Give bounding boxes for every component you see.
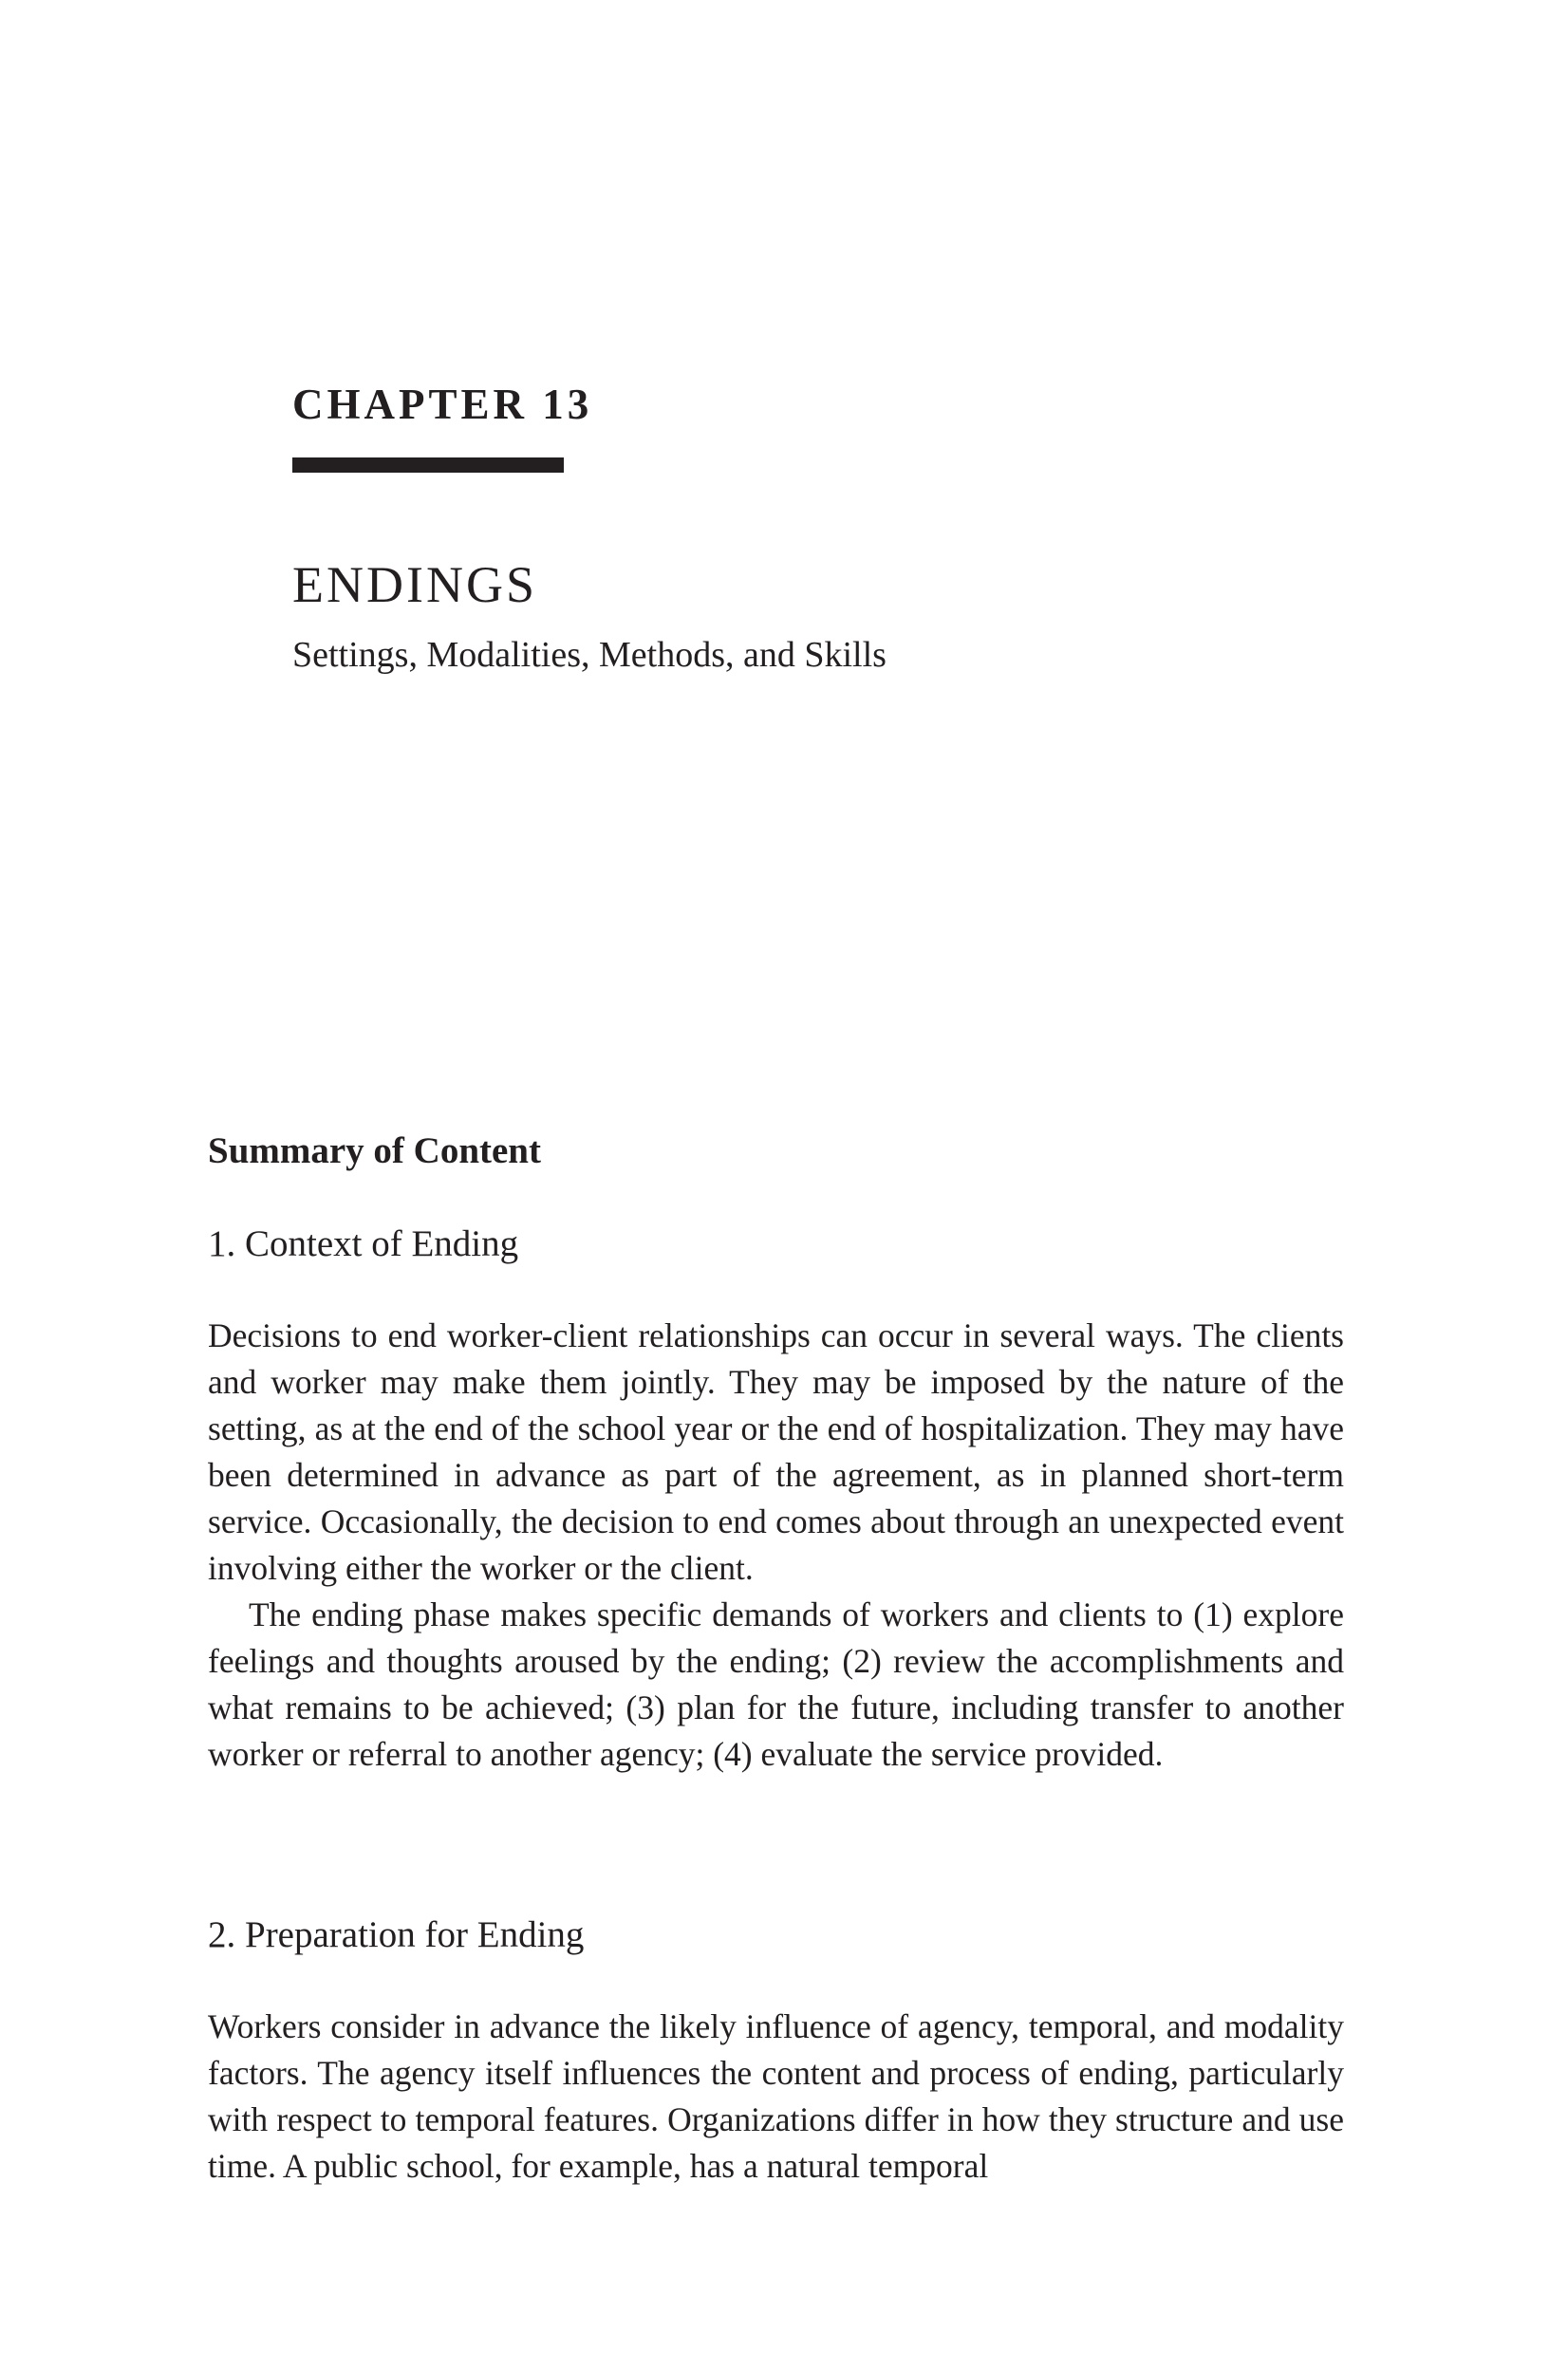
chapter-label: CHAPTER 13: [292, 381, 593, 428]
summary-heading: Summary of Content: [208, 1130, 541, 1171]
paragraph: Decisions to end worker-client relationships can occur in several ways. The clients and worker may make them jointly. They may be imposed by the nature of the setting, as at the end of the school year or the end of hospitalization. They may have been determined in advance as part of the agreement, as in planned short-term service. Occasionally, the decision to end comes about through an unexpected event involving either the worker or the client.: [208, 1316, 1344, 1587]
paragraph: Workers consider in advance the likely influence of agency, temporal, and modality factors. The agency itself influences the content and process of ending, particularly with respect to temporal features. Organizations differ in how they structure and use time. A public school, for example, has a natural temporal: [208, 2007, 1344, 2185]
chapter-rule: [292, 457, 564, 473]
section-body: [208, 2004, 1344, 2190]
section-heading: 2. Preparation for Ending: [208, 1914, 585, 1955]
section-heading: 1. Context of Ending: [208, 1223, 519, 1264]
paragraph: The ending phase makes specific demands of workers and clients to (1) explore feelings and thoughts aroused by the ending; (2) review the accomplishments and what remains to be achieved; (3) plan for the future, including transfer to another worker or referral to another agency; (4) evaluate the service provided.: [208, 1595, 1344, 1773]
section-body: [208, 1313, 1344, 1778]
chapter-subtitle: Settings, Modalities, Methods, and Skills: [292, 635, 887, 675]
chapter-title: ENDINGS: [292, 556, 537, 614]
